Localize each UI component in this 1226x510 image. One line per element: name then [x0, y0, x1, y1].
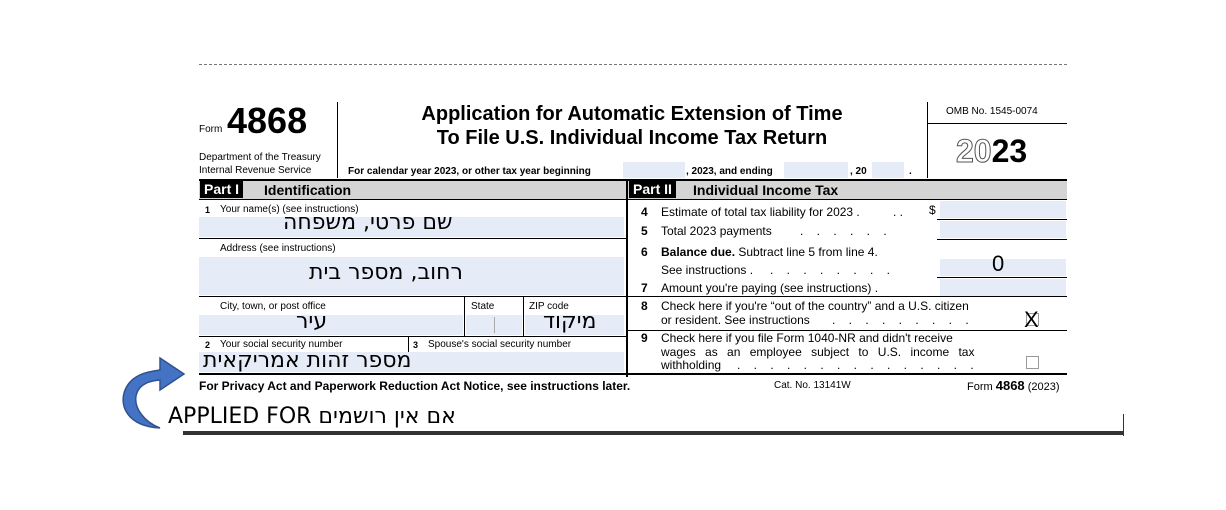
- spouse-ssn-number: 3: [413, 340, 419, 350]
- dept-line2: Internal Revenue Service: [199, 165, 312, 176]
- footer-form-year: (2023): [1027, 381, 1060, 393]
- line5-rule: [937, 239, 1067, 240]
- line8-number: 8: [641, 299, 648, 313]
- line6-dots: . . . . . . . .: [770, 263, 896, 277]
- line7-rule: [626, 296, 1067, 297]
- line5-dots: . . . . . .: [800, 224, 892, 238]
- form-word: Form: [199, 124, 223, 135]
- footer-form-id: [967, 379, 1060, 393]
- tax-year-end-field[interactable]: [784, 162, 848, 178]
- line9-text2: wages as an employee subject to U.S. income tax: [661, 345, 975, 359]
- line4-rule: [937, 219, 1067, 220]
- calendar-end-label: , 20: [850, 166, 867, 177]
- line9-text1: Check here if you file Form 1040-NR and didn't receive: [661, 331, 953, 345]
- state-field-tick: [494, 317, 495, 333]
- line4-field[interactable]: [940, 201, 1066, 218]
- line9-number: 9: [641, 331, 648, 345]
- ssn-number: 2: [205, 340, 211, 350]
- catalog-number: Cat. No. 13141W: [774, 380, 851, 391]
- calendar-mid-label: , 2023, and ending: [686, 166, 773, 177]
- line1-label: Your name(s) (see instructions): [220, 204, 359, 215]
- footer-form-word: Form: [967, 381, 993, 393]
- dept-line1: Department of the Treasury: [199, 152, 321, 163]
- top-dashed-line: [199, 64, 1067, 65]
- form-number: 4868: [227, 100, 308, 141]
- dollar-sign: $: [929, 203, 936, 217]
- zip-value: מיקוד: [543, 309, 597, 334]
- part2-badge: Part II: [629, 181, 676, 198]
- line8-check-mark: X: [1024, 307, 1039, 332]
- state-label: State: [471, 301, 495, 312]
- calendar-year-label: For calendar year 2023, or other tax year beginning: [348, 166, 591, 177]
- part1-title: Identification: [264, 182, 352, 198]
- ssn-value: מספר זהות אמריקאית: [203, 348, 412, 373]
- part1-badge: Part I: [200, 181, 243, 198]
- footer-rule: [199, 373, 1067, 375]
- line6-value: 0: [992, 251, 1005, 276]
- ssn-label: Your social security number: [220, 339, 343, 350]
- city-field[interactable]: [199, 315, 463, 335]
- line7-field[interactable]: [940, 279, 1066, 296]
- line4-number: 4: [641, 205, 648, 219]
- zip-label: ZIP code: [529, 301, 569, 312]
- line6-number: 6: [641, 245, 648, 259]
- applied-for-note: APPLIED FOR אם אין רושמים: [168, 404, 456, 429]
- state-zip-divider: [523, 296, 524, 336]
- line7-number: 7: [641, 281, 648, 295]
- line9-text3: withholding: [661, 358, 722, 372]
- name-value: שם פרטי, משפחה: [283, 210, 453, 235]
- address-value: רחוב, מספר בית: [309, 260, 463, 285]
- spouse-ssn-label: Spouse's social security number: [428, 339, 572, 350]
- line5-number: 5: [641, 224, 648, 238]
- line4-text: Estimate of total tax liability for 2023 .: [661, 205, 860, 219]
- privacy-notice: For Privacy Act and Paperwork Reduction Act Notice, see instructions later.: [199, 379, 631, 393]
- parts-divider: [626, 181, 628, 377]
- line9-checkbox[interactable]: [1026, 356, 1039, 369]
- bottom-rule-end: [1123, 414, 1124, 436]
- city-state-divider: [464, 296, 465, 336]
- city-label: City, town, or post office: [220, 301, 326, 312]
- line8-dots: . . . . . . . . .: [832, 313, 974, 327]
- line7-text: Amount you're paying (see instructions) .: [661, 281, 879, 295]
- tax-year-prefix: 20: [956, 133, 992, 169]
- line6-text: [661, 246, 878, 258]
- calendar-dot: .: [909, 166, 912, 177]
- header-divider-left: [337, 102, 338, 178]
- omb-line: [927, 123, 1067, 124]
- city-rule: [199, 336, 626, 337]
- line6-text2: See instructions .: [661, 263, 754, 277]
- address-rule: [199, 296, 626, 297]
- line8-text2: or resident. See instructions: [661, 313, 810, 327]
- line5-field[interactable]: [940, 221, 1066, 238]
- line6-desc: Subtract line 5 from line 4.: [738, 245, 878, 259]
- line6-rule: [937, 277, 1067, 278]
- tax-year: [956, 135, 1027, 167]
- form-title-line2: To File U.S. Individual Income Tax Return: [436, 127, 828, 149]
- line8-text1: Check here if you're “out of the country” and a U.S. citizen: [661, 299, 969, 313]
- tax-year-end-yy-field[interactable]: [872, 162, 904, 178]
- tax-year-suffix: 23: [991, 133, 1028, 169]
- city-value: עיר: [296, 309, 328, 334]
- part-bar-bottom: [199, 199, 1067, 200]
- part2-title: Individual Income Tax: [693, 182, 839, 198]
- form-title-line1: Application for Automatic Extension of Time: [421, 103, 843, 125]
- line1-number: 1: [205, 205, 211, 215]
- line1-rule: [199, 238, 626, 239]
- address-label: Address (see instructions): [220, 243, 336, 254]
- header-divider-right: [927, 102, 928, 178]
- line4-dots: . .: [893, 205, 904, 219]
- footer-form-number: 4868: [995, 378, 1025, 393]
- omb-number: OMB No. 1545-0074: [946, 106, 1038, 117]
- line9-dots: . . . . . . . . . . . . . . .: [737, 358, 979, 372]
- line6-bold: Balance due.: [661, 245, 736, 259]
- line5-text: Total 2023 payments: [661, 224, 772, 238]
- bottom-rule: [183, 431, 1124, 435]
- tax-year-begin-field[interactable]: [623, 162, 685, 178]
